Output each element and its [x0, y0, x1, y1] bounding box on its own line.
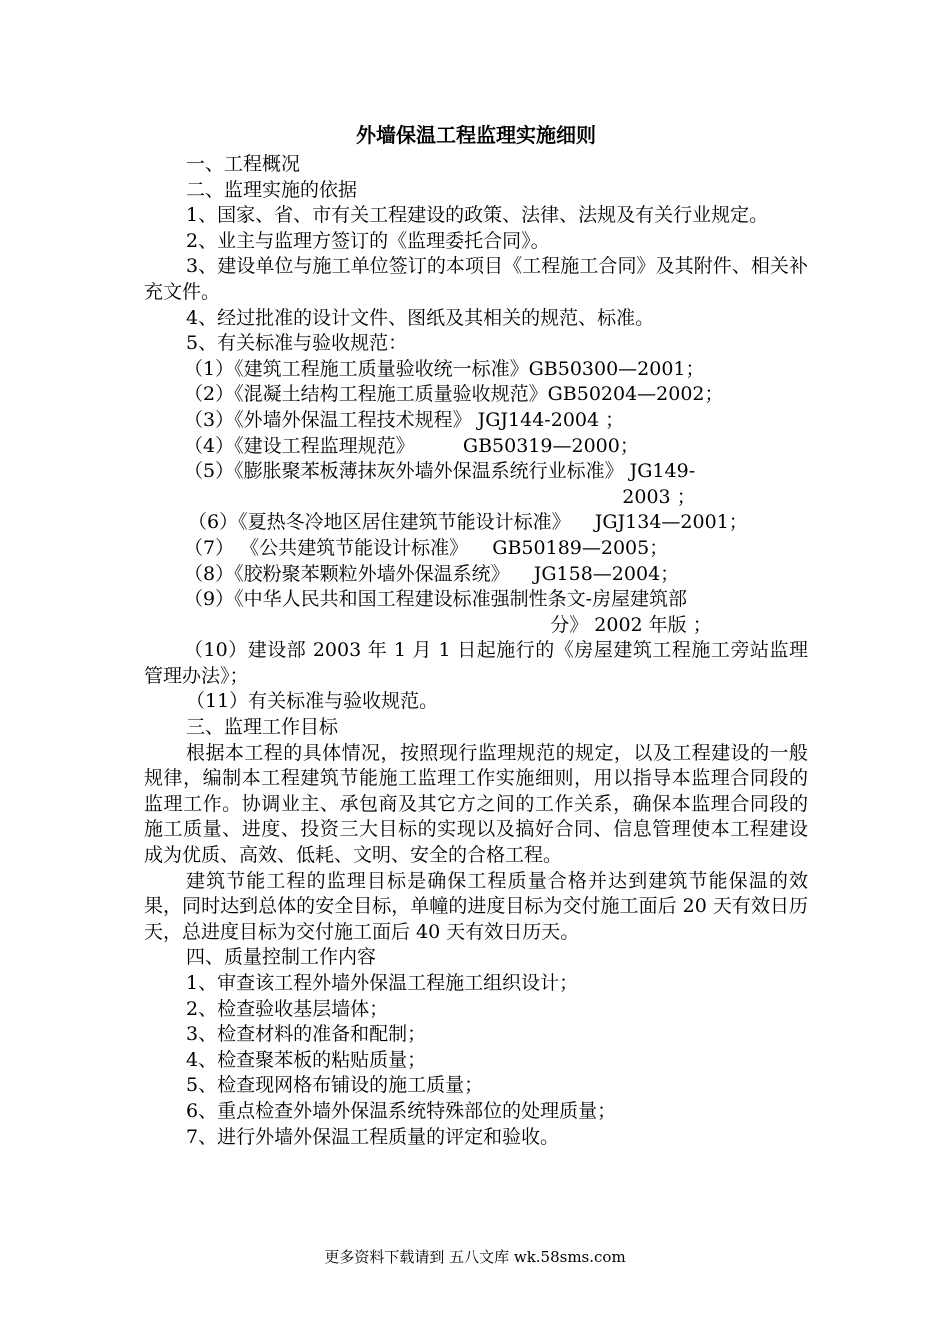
standard-3: （3）《外墙外保温工程技术规程》 JGJ144-2004 ； [184, 408, 625, 431]
quality-item-4: 4、检查聚苯板的粘贴质量； [186, 1048, 427, 1071]
standard-4: （4）《建设工程监理规范》 GB50319—2000； [184, 434, 639, 457]
heading-section-1: 一、工程概况 [186, 153, 301, 175]
standard-7: （7） 《公共建筑节能设计标准》 GB50189—2005； [184, 536, 669, 559]
basis-item-2: 2、业主与监理方签订的《监理委托合同》。 [186, 229, 550, 252]
heading-section-4: 四、质量控制工作内容 [186, 946, 377, 969]
standard-9 [144, 587, 808, 638]
basis-item-1: 1、国家、省、市有关工程建设的政策、法律、法规及有关行业规定。 [186, 204, 769, 227]
heading-section-2: 二、监理实施的依据 [186, 178, 358, 201]
standard-9-line-2: 分》 2002 年版 ； [550, 613, 712, 636]
standard-5 [144, 459, 808, 510]
footer-watermark: 更多资料下载请到 五八文库 wk.58sms.com [324, 1248, 626, 1266]
basis-item-4: 4、经过批准的设计文件、图纸及其相关的规范、标准。 [186, 306, 655, 329]
document-body [144, 120, 808, 1150]
quality-item-6: 6、重点检查外墙外保温系统特殊部位的处理质量； [186, 1099, 617, 1122]
standard-1: （1）《建筑工程施工质量验收统一标准》GB50300—2001； [184, 357, 705, 380]
standard-8: （8）《胶粉聚苯颗粒外墙外保温系统》 JG158—2004； [184, 562, 680, 585]
standard-9-line-1: （9）《中华人民共和国工程建设标准强制性条文-房屋建筑部 [184, 588, 688, 611]
document-title: 外墙保温工程监理实施细则 [356, 123, 596, 147]
heading-section-3: 三、监理工作目标 [186, 716, 339, 739]
standard-11: （11）有关标准与验收规范。 [186, 690, 439, 713]
standard-5-line-1: （5）《膨胀聚苯板薄抹灰外墙外保温系统行业标准》 JG149- [184, 460, 696, 483]
objective-paragraph-1: 根据本工程的具体情况，按照现行监理规范的规定，以及工程建设的一般规律，编制本工程建筑节能施工监理工作实施细则，用以指导本监理合同段的监理工作。协调业主、承包商及其它方之间的工作关系，确保本监理合同段的施工质量、进度、投资三大目标的实现以及搞好合同、信息管理使本工程建设成为优质、高效、低耗、文明、安全的合格工程。 [144, 741, 808, 867]
standard-5-line-2: 2003 ； [622, 485, 696, 508]
quality-item-5: 5、检查现网格布铺设的施工质量； [186, 1074, 484, 1097]
quality-item-1: 1、审查该工程外墙外保温工程施工组织设计； [186, 972, 579, 994]
basis-item-3: 3、建设单位与施工单位签订的本项目《工程施工合同》及其附件、相关补充文件。 [144, 255, 808, 303]
basis-item-5: 5、有关标准与验收规范： [186, 332, 408, 355]
standard-10: （10）建设部 2003 年 1 月 1 日起施行的《房屋建筑工程施工旁站监理管理办法》； [144, 639, 808, 687]
quality-item-7: 7、进行外墙外保温工程质量的评定和验收。 [186, 1125, 560, 1148]
quality-item-2: 2、检查验收基层墙体； [186, 997, 389, 1020]
quality-item-3: 3、检查材料的准备和配制； [186, 1023, 427, 1046]
standard-6: （6）《夏热冬冷地区居住建筑节能设计标准》 JGJ134—2001； [188, 511, 748, 534]
objective-paragraph-2: 建筑节能工程的监理目标是确保工程质量合格并达到建筑节能保温的效果，同时达到总体的安全目标，单幢的进度目标为交付施工面后 20 天有效日历天，总进度目标为交付施工面后 40 天有效日历天。 [144, 869, 808, 943]
standard-2: （2）《混凝土结构工程施工质量验收规范》GB50204—2002； [184, 383, 724, 406]
